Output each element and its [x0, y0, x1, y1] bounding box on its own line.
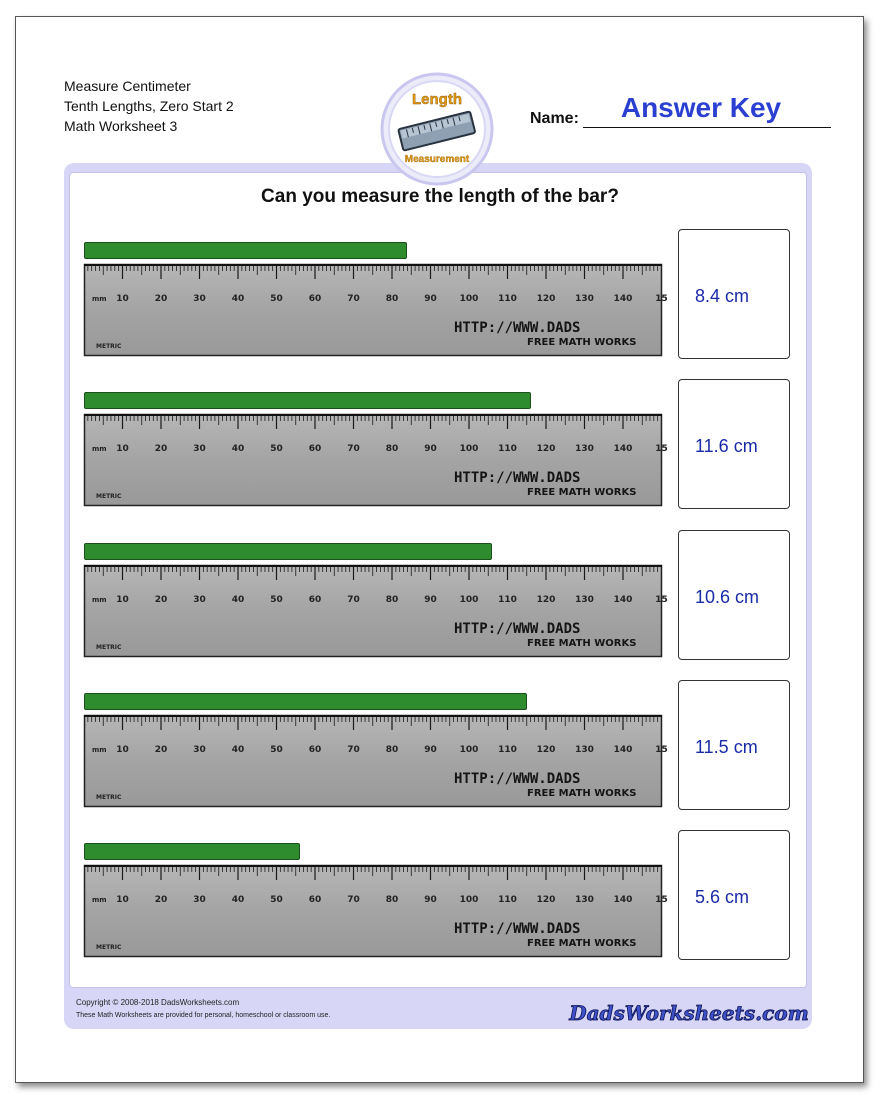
ruler-url-text: HTTP://WWW.DADS — [454, 470, 581, 486]
ruler-tick-label: 80 — [385, 595, 399, 605]
ruler-metric-label: METRIC — [96, 493, 122, 500]
answer-box[interactable] — [678, 680, 790, 810]
ruler-tick-label: 20 — [154, 444, 168, 454]
ruler-tick-label: 60 — [308, 895, 322, 905]
ruler-tick-label: 15 — [655, 294, 668, 304]
ruler-tick-label: 40 — [231, 895, 245, 905]
ruler-tick-label: 120 — [536, 294, 556, 304]
ruler-tick-label: 80 — [385, 745, 399, 755]
ruler-metric-label: METRIC — [96, 794, 122, 801]
ruler-tick-label: 10 — [116, 444, 129, 454]
ruler-tick-label: 15 — [655, 595, 668, 605]
ruler-tick-label: 60 — [308, 294, 322, 304]
ruler-tick-label: 110 — [498, 294, 517, 304]
worksheet-title: Measure Centimeter — [64, 78, 191, 94]
problem-row — [84, 242, 794, 374]
ruler-tick-label: 110 — [498, 745, 517, 755]
measure-bar — [84, 693, 527, 710]
ruler-tick-label: 10 — [116, 895, 129, 905]
brand-text: DadsWorksheets.com — [569, 1001, 809, 1025]
ruler-metric-label: METRIC — [96, 343, 122, 350]
ruler-tick-label: 60 — [308, 745, 322, 755]
ruler-tick-label: 10 — [116, 294, 129, 304]
ruler-tick-label: 80 — [385, 444, 399, 454]
ruler-tick-label: 70 — [347, 595, 360, 605]
usage-note: These Math Worksheets are provided for personal, homeschool or classroom use. — [76, 1012, 331, 1019]
ruler-tagline: FREE MATH WORKS — [527, 938, 637, 949]
ruler-tick-label: 110 — [498, 895, 517, 905]
ruler-tick-label: 90 — [424, 895, 437, 905]
ruler-tick-label: 60 — [308, 595, 322, 605]
ruler-metric-label: METRIC — [96, 944, 122, 951]
ruler-tick-label: 50 — [270, 745, 283, 755]
ruler-tick-label: 40 — [231, 444, 245, 454]
ruler-tick-label: 10 — [116, 595, 129, 605]
ruler-tick-label: 90 — [424, 745, 437, 755]
name-label: Name: — [530, 110, 579, 127]
answer-box[interactable] — [678, 229, 790, 359]
ruler-url-text: HTTP://WWW.DADS — [454, 621, 581, 637]
answer-value: 11.5 cm — [695, 737, 758, 757]
ruler-tick-label: 50 — [270, 294, 283, 304]
metric-ruler — [84, 715, 668, 807]
ruler-tick-label: 80 — [385, 294, 399, 304]
ruler-tick-label: 90 — [424, 294, 437, 304]
measure-bar — [84, 843, 300, 860]
ruler-tick-label: 90 — [424, 444, 437, 454]
ruler-unit-label: mm — [92, 896, 107, 904]
ruler-tick-label: 100 — [459, 745, 479, 755]
ruler-tick-label: 50 — [270, 444, 283, 454]
ruler-tick-label: 50 — [270, 595, 283, 605]
ruler-tick-label: 140 — [613, 895, 633, 905]
ruler-tick-label: 140 — [613, 444, 633, 454]
ruler-metric-label: METRIC — [96, 644, 122, 651]
problem-row — [84, 543, 794, 675]
ruler-tick-label: 20 — [154, 294, 168, 304]
metric-ruler — [84, 565, 668, 657]
ruler-tick-label: 15 — [655, 895, 668, 905]
answer-box[interactable] — [678, 530, 790, 660]
measure-bar — [84, 543, 492, 560]
ruler-tagline: FREE MATH WORKS — [527, 638, 637, 649]
ruler-tick-label: 100 — [459, 294, 479, 304]
ruler-tick-label: 130 — [575, 444, 594, 454]
ruler-tick-label: 110 — [498, 444, 517, 454]
measure-bar — [84, 392, 531, 409]
problem-row — [84, 693, 794, 825]
ruler-tick-label: 40 — [231, 595, 245, 605]
ruler-tick-label: 130 — [575, 745, 594, 755]
answer-value: 8.4 cm — [695, 286, 750, 306]
metric-ruler — [84, 414, 668, 506]
copyright-text: Copyright © 2008-2018 DadsWorksheets.com — [76, 998, 240, 1007]
ruler-tick-label: 70 — [347, 895, 360, 905]
ruler-unit-label: mm — [92, 295, 107, 303]
ruler-tick-label: 100 — [459, 895, 479, 905]
ruler-tick-label: 120 — [536, 895, 556, 905]
measure-bar — [84, 242, 407, 259]
metric-ruler — [84, 264, 668, 356]
ruler-tick-label: 140 — [613, 745, 633, 755]
logo-bottom-text: Measurement — [404, 154, 470, 165]
ruler-tick-label: 140 — [613, 595, 633, 605]
ruler-tick-label: 140 — [613, 294, 633, 304]
ruler-unit-label: mm — [92, 596, 107, 604]
ruler-tick-label: 80 — [385, 895, 399, 905]
ruler-unit-label: mm — [92, 746, 107, 754]
ruler-tick-label: 130 — [575, 895, 594, 905]
ruler-tick-label: 100 — [459, 595, 479, 605]
ruler-tick-label: 15 — [655, 444, 668, 454]
answer-box[interactable] — [678, 830, 790, 960]
worksheet-subtitle: Tenth Lengths, Zero Start 2 — [64, 98, 234, 114]
length-measurement-logo — [380, 72, 494, 186]
problem-row — [84, 843, 794, 975]
ruler-tick-label: 10 — [116, 745, 129, 755]
ruler-tick-label: 60 — [308, 444, 322, 454]
ruler-unit-label: mm — [92, 445, 107, 453]
ruler-tick-label: 40 — [231, 745, 245, 755]
ruler-tick-label: 70 — [347, 444, 360, 454]
answer-value: 11.6 cm — [695, 436, 758, 456]
ruler-url-text: HTTP://WWW.DADS — [454, 320, 581, 336]
ruler-tick-label: 20 — [154, 895, 168, 905]
metric-ruler — [84, 865, 668, 957]
ruler-tick-label: 120 — [536, 444, 556, 454]
ruler-tick-label: 120 — [536, 595, 556, 605]
ruler-tick-label: 130 — [575, 595, 594, 605]
ruler-tick-label: 30 — [193, 745, 206, 755]
ruler-tick-label: 15 — [655, 745, 668, 755]
ruler-tick-label: 20 — [154, 745, 168, 755]
problem-row — [84, 392, 794, 524]
ruler-tagline: FREE MATH WORKS — [527, 337, 637, 348]
ruler-tick-label: 70 — [347, 745, 360, 755]
ruler-tick-label: 30 — [193, 294, 206, 304]
ruler-tagline: FREE MATH WORKS — [527, 788, 637, 799]
answer-key-title: Answer Key — [620, 92, 782, 123]
ruler-tick-label: 50 — [270, 895, 283, 905]
question-text: Can you measure the length of the bar? — [261, 186, 619, 207]
logo-top-text: Length — [412, 91, 462, 108]
ruler-tagline: FREE MATH WORKS — [527, 487, 637, 498]
ruler-tick-label: 30 — [193, 444, 206, 454]
ruler-tick-label: 110 — [498, 595, 517, 605]
ruler-tick-label: 100 — [459, 444, 479, 454]
ruler-tick-label: 130 — [575, 294, 594, 304]
ruler-url-text: HTTP://WWW.DADS — [454, 921, 581, 937]
name-line — [583, 127, 831, 128]
ruler-tick-label: 30 — [193, 595, 206, 605]
ruler-url-text: HTTP://WWW.DADS — [454, 771, 581, 787]
ruler-tick-label: 70 — [347, 294, 360, 304]
ruler-tick-label: 30 — [193, 895, 206, 905]
answer-box[interactable] — [678, 379, 790, 509]
worksheet-number: Math Worksheet 3 — [64, 118, 178, 134]
dadsworksheets-logo — [569, 996, 809, 1028]
ruler-tick-label: 90 — [424, 595, 437, 605]
ruler-tick-label: 20 — [154, 595, 168, 605]
answer-value: 5.6 cm — [695, 887, 750, 907]
ruler-tick-label: 120 — [536, 745, 556, 755]
answer-value: 10.6 cm — [695, 587, 760, 607]
ruler-tick-label: 40 — [231, 294, 245, 304]
